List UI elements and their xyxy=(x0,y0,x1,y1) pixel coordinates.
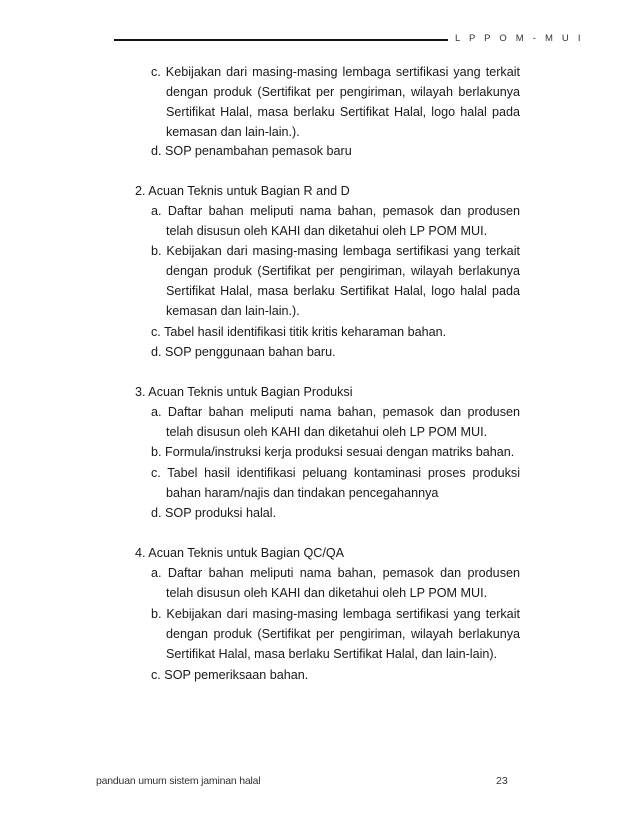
list-item: a. Daftar bahan meliputi nama bahan, pemasok dan produsen xyxy=(151,204,520,218)
text-line: c. Kebijakan dari masing-masing lembaga sertifikasi yang terkait xyxy=(151,65,520,79)
list-item: b. Kebijakan dari masing-masing lembaga sertifikasi yang terkait xyxy=(151,607,520,621)
header-title: L P P O M - M U I xyxy=(455,33,584,44)
text-line: telah disusun oleh KAHI dan diketahui oleh LP POM MUI. xyxy=(166,425,488,439)
section-heading: 2. Acuan Teknis untuk Bagian R and D xyxy=(135,184,350,198)
list-item: a. Daftar bahan meliputi nama bahan, pemasok dan produsen xyxy=(151,405,520,419)
list-item: d. SOP penambahan pemasok baru xyxy=(151,144,352,158)
list-item: c. Tabel hasil identifikasi titik kritis keharaman bahan. xyxy=(151,325,447,339)
text-line: dengan produk (Sertifikat per pengiriman, wilayah berlakunya xyxy=(166,264,520,278)
list-item: a. Daftar bahan meliputi nama bahan, pemasok dan produsen xyxy=(151,566,520,580)
list-item: d. SOP penggunaan bahan baru. xyxy=(151,345,336,359)
text-line: Sertifikat Halal, masa berlaku Sertifikat Halal, dan lain-lain). xyxy=(166,647,498,661)
text-line: kemasan dan lain-lain.). xyxy=(166,304,300,318)
list-item: d. SOP produksi halal. xyxy=(151,506,277,520)
page-number: 23 xyxy=(496,775,508,787)
list-item: c. Tabel hasil identifikasi peluang kontaminasi proses produksi xyxy=(151,466,520,480)
text-line: Sertifikat Halal, masa berlaku Sertifikat Halal, logo halal pada xyxy=(166,105,520,119)
text-line: dengan produk (Sertifikat per pengiriman, wilayah berlakunya xyxy=(166,85,520,99)
footer-title: panduan umum sistem jaminan halal xyxy=(96,775,261,787)
text-line: dengan produk (Sertifikat per pengiriman, wilayah berlakunya xyxy=(166,627,520,641)
section-heading: 4. Acuan Teknis untuk Bagian QC/QA xyxy=(135,546,345,560)
list-item: c. SOP pemeriksaan bahan. xyxy=(151,668,309,682)
text-line: kemasan dan lain-lain.). xyxy=(166,125,300,139)
header-rule xyxy=(114,39,448,41)
text-line: telah disusun oleh KAHI dan diketahui oleh LP POM MUI. xyxy=(166,586,488,600)
list-item: b. Formula/instruksi kerja produksi sesuai dengan matriks bahan. xyxy=(151,445,515,459)
section-heading: 3. Acuan Teknis untuk Bagian Produksi xyxy=(135,385,353,399)
text-line: telah disusun oleh KAHI dan diketahui oleh LP POM MUI. xyxy=(166,224,488,238)
text-line: bahan haram/najis dan tindakan pencegahannya xyxy=(166,486,439,500)
text-line: Sertifikat Halal, masa berlaku Sertifikat Halal, logo halal pada xyxy=(166,284,520,298)
list-item: b. Kebijakan dari masing-masing lembaga sertifikasi yang terkait xyxy=(151,244,520,258)
